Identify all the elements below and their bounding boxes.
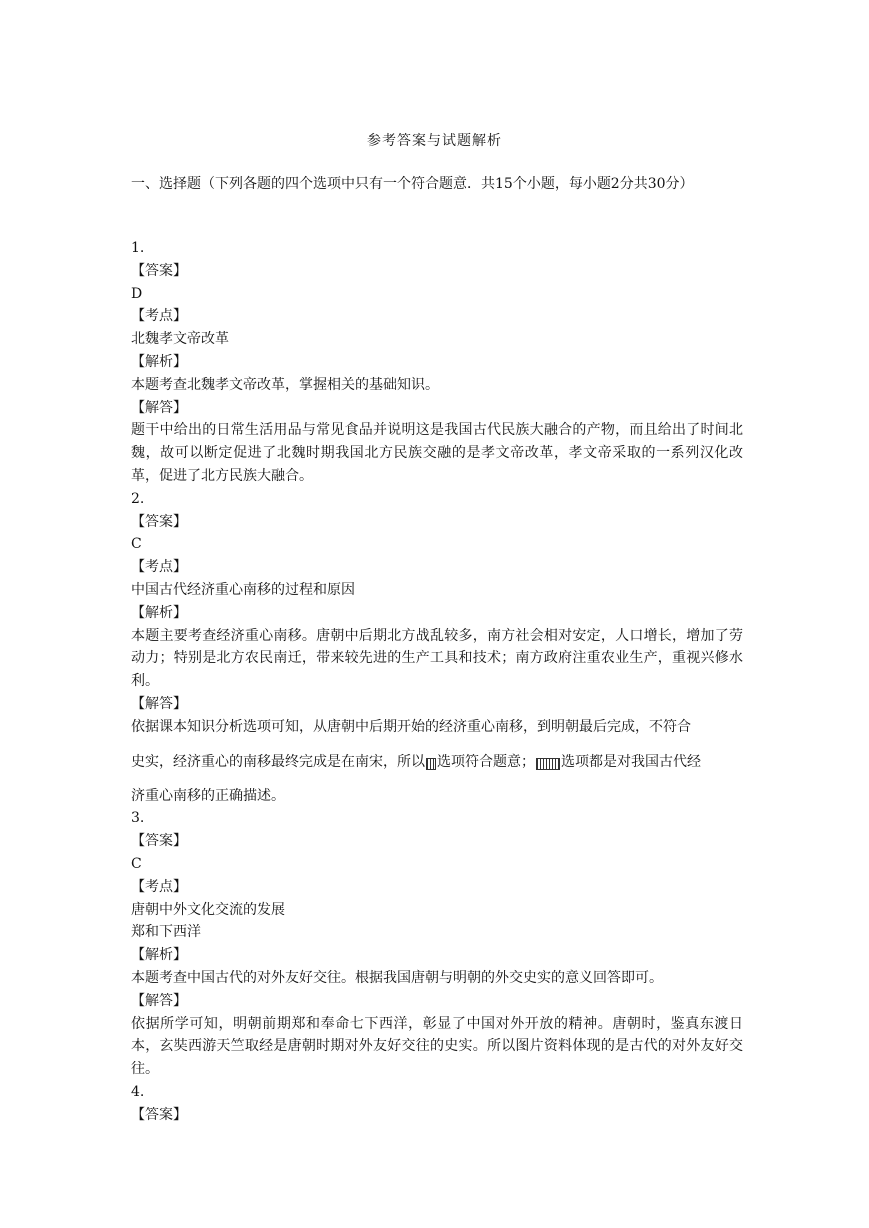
answer-value: C [131,536,142,553]
point-text: 郑和下西洋 [131,924,201,941]
answer-label: 【答案】 [131,833,187,850]
answer-value: D [131,285,143,302]
analysis-label: 【解析】 [131,604,187,621]
point-text: 唐朝中外文化交流的发展 [131,901,285,918]
answer-label: 【答案】 [131,513,187,530]
page-title: 参考答案与试题解析 [367,133,502,149]
solution-label: 【解答】 [131,992,187,1009]
point-text: 北魏孝文帝改革 [131,331,229,348]
analysis-text: 本题考查北魏孝文帝改革，掌握相关的基础知识。 [131,376,439,393]
solution-fragment: 选项符合题意； [437,753,535,770]
solution-text: 题干中给出的日常生活用品与常见食品并说明这是我国古代民族大融合的产物，而且给出了时间北魏，故可以断定促进了北魏时期我国北方民族交融的是孝文帝改革，孝文帝采取的一系列汉化改革，促进了北方民族大融合。 [131,422,743,484]
questions-content [131,237,743,1126]
solution-text: 依据课本知识分析选项可知，从唐朝中后期开始的经济重心南移，到明朝最后完成，不符合 [131,718,691,735]
question-number: 4. [131,1083,145,1100]
solution-text-with-glyphs [131,739,743,785]
answer-label: 【答案】 [131,1106,187,1123]
analysis-text: 本题主要考查经济重心南移。唐朝中后期北方战乱较多，南方社会相对安定，人口增长，增加了劳动力；特别是北方农民南迁，带来较先进的生产工具和技术；南方政府注重农业生产，重视兴修水利。 [131,627,743,690]
point-label: 【考点】 [131,308,187,325]
question-number: 3. [131,810,145,827]
analysis-label: 【解析】 [131,353,187,370]
solution-fragment: 选项都是对我国古代经 [561,753,701,770]
solution-text: 依据所学可知，明朝前期郑和奉命七下西洋，彰显了中国对外开放的精神。唐朝时，鉴真东渡日本，玄奘西游天竺取经是唐朝时期对外友好交往的史实。所以图片资料体现的是古代的对外友好交往。 [131,1015,743,1078]
analysis-text: 本题考查中国古代的对外友好交往。根据我国唐朝与明朝的外交史实的意义回答即可。 [131,969,663,986]
answer-value: C [131,855,142,872]
solution-fragment: 史实，经济重心的南移最终完成是在南宋，所以 [131,753,425,770]
solution-text: 济重心南移的正确描述。 [131,787,285,804]
broken-glyph-icon [426,758,436,770]
section-header: 一、选择题（下列各题的四个选项中只有一个符合题意．共15个小题，每小题2分共30分） [131,176,694,192]
point-label: 【考点】 [131,559,187,576]
analysis-label: 【解析】 [131,947,187,964]
question-number: 1. [131,240,145,256]
broken-glyph-icon [536,758,560,770]
point-text: 中国古代经济重心南移的过程和原因 [131,581,355,598]
question-number: 2. [131,490,145,507]
answer-label: 【答案】 [131,262,187,279]
solution-label: 【解答】 [131,399,187,416]
solution-label: 【解答】 [131,695,187,712]
point-label: 【考点】 [131,878,187,895]
